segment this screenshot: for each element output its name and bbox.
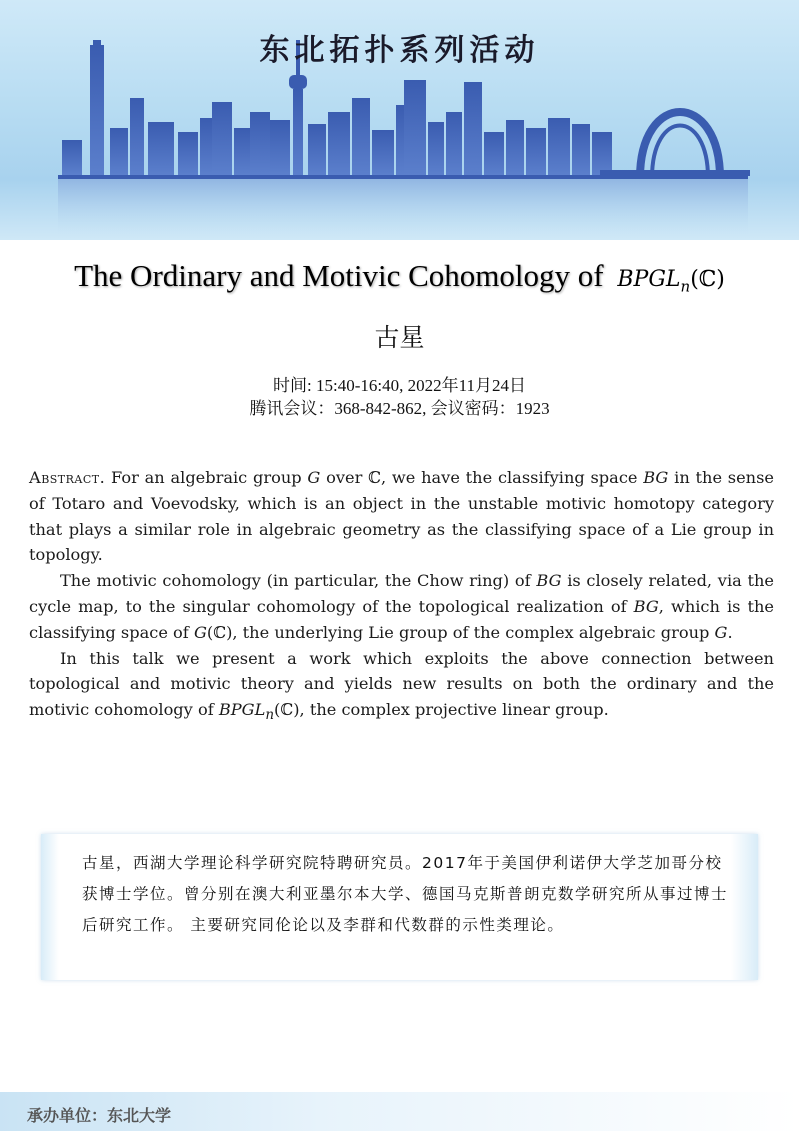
speaker-bio: 古星，西湖大学理论科学研究院特聘研究员。2017年于美国伊利诺伊大学芝加哥分校获博士学位。曾分别在澳大利亚墨尔本大学、德国马克斯普朗克数学研究所从事过博士后研究工作。 主要研究同伦论以及李群和代数群的示性类理论。	[82, 854, 729, 934]
math-G: G	[307, 468, 321, 487]
math-sub: n	[265, 707, 275, 724]
abstract-paragraph-3	[29, 646, 774, 730]
talk-title-math	[617, 267, 725, 296]
abstract-paragraph-2	[29, 568, 774, 645]
text: over ℂ, we have the classifying space	[320, 468, 644, 487]
math-base: BPGL	[617, 267, 681, 292]
talk-title	[0, 258, 799, 295]
text: (ℂ), the complex projective linear group.	[274, 700, 609, 720]
text: is closely related, via the cycle map, to the singular cohomology of the topological realization of	[29, 571, 774, 616]
text: (ℂ), the underlying Lie group of the complex algebraic group	[206, 622, 715, 642]
text: in the sense of Totaro and Voevodsky, which is an object in the unstable motivic homotopy category that plays a similar role in algebraic geometry as the classifying space of a Lie group in topology.	[29, 468, 774, 565]
time-line: 时间: 15:40-16:40, 2022年11月24日	[273, 376, 526, 395]
talk-meta	[0, 374, 799, 420]
abstract	[29, 465, 774, 729]
text: For an algebraic group	[105, 468, 308, 487]
math-G: G	[193, 622, 207, 642]
math-BG: BG	[536, 571, 562, 591]
meeting-line: 腾讯会议：368-842-862, 会议密码：1923	[249, 399, 550, 418]
speaker-name: 古星	[374, 323, 425, 352]
text: In this talk we present a work which exploits the above connection between topological and motivic theory and yields new results on both the ordinary and the motivic cohomology of	[29, 648, 774, 720]
math-BPGL: BPGL	[218, 700, 266, 720]
text: The motivic cohomology (in particular, the Chow ring) of	[60, 571, 537, 591]
text: .	[727, 622, 733, 642]
text: , which is the classifying space of	[29, 596, 775, 642]
math-BG: BG	[643, 468, 669, 487]
math-sub: n	[680, 277, 691, 296]
math-tail: (ℂ)	[690, 267, 725, 292]
math-G: G	[714, 622, 728, 642]
series-title: 东北拓扑系列活动	[259, 33, 540, 68]
math-BG: BG	[633, 596, 659, 616]
talk-title-text: The Ordinary and Motivic Cohomology of	[74, 258, 604, 293]
header-banner	[0, 0, 799, 240]
abstract-label: Abstract.	[29, 468, 106, 487]
abstract-paragraph-1	[29, 465, 774, 568]
organizer-label: 承办单位：东北大学	[27, 1106, 172, 1125]
